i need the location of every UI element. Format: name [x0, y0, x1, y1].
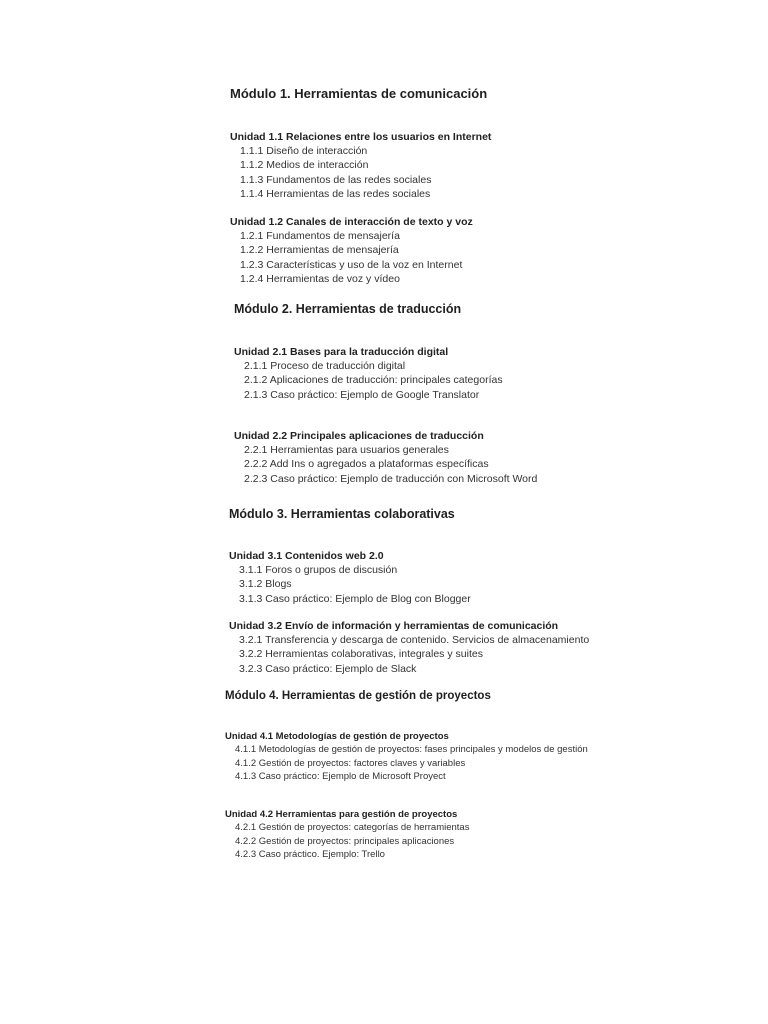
module-title: Módulo 4. Herramientas de gestión de proyectos [225, 690, 491, 702]
unit-1-2 [230, 215, 473, 286]
unit-title: Unidad 3.1 Contenidos web 2.0 [229, 550, 384, 562]
lesson-item: 2.2.3 Caso práctico: Ejemplo de traducción con Microsoft Word [244, 472, 538, 485]
lesson-item: 2.2.1 Herramientas para usuarios generales [244, 444, 449, 457]
unit-2-1 [234, 345, 503, 402]
lesson-item: 2.1.2 Aplicaciones de traducción: principales categorías [244, 374, 503, 387]
lesson-item: 3.1.3 Caso práctico: Ejemplo de Blog con Blogger [239, 592, 471, 605]
lesson-item: 2.1.3 Caso práctico: Ejemplo de Google Translator [244, 388, 480, 401]
lesson-item: 1.1.2 Medios de interacción [240, 159, 369, 172]
lesson-item: 3.1.2 Blogs [239, 578, 292, 591]
lesson-item: 3.1.1 Foros o grupos de discusión [239, 564, 398, 577]
lesson-item: 2.1.1 Proceso de traducción digital [244, 360, 406, 373]
lesson-item: 4.2.1 Gestión de proyectos: categorías de herramientas [235, 822, 470, 834]
module-2 [234, 302, 461, 316]
unit-title: Unidad 4.1 Metodologías de gestión de proyectos [225, 731, 449, 742]
lesson-item: 4.1.2 Gestión de proyectos: factores claves y variables [235, 757, 466, 769]
unit-title: Unidad 1.2 Canales de interacción de texto y voz [230, 216, 473, 228]
module-title: Módulo 2. Herramientas de traducción [234, 302, 462, 316]
module-4 [225, 690, 491, 702]
module-title: Módulo 3. Herramientas colaborativas [229, 507, 455, 521]
unit-4-1 [225, 730, 588, 783]
module-title: Módulo 1. Herramientas de comunicación [230, 86, 488, 101]
unit-3-1 [229, 549, 471, 606]
unit-title: Unidad 2.2 Principales aplicaciones de traducción [234, 430, 484, 442]
lesson-item: 1.2.1 Fundamentos de mensajería [240, 230, 400, 243]
lesson-item: 3.2.1 Transferencia y descarga de contenido. Servicios de almacenamiento [239, 634, 590, 647]
unit-4-2 [225, 808, 469, 861]
unit-title: Unidad 2.1 Bases para la traducción digital [234, 346, 449, 358]
lesson-item: 1.2.3 Características y uso de la voz en Internet [240, 258, 463, 271]
module-3 [229, 507, 455, 521]
unit-title: Unidad 3.2 Envío de información y herramientas de comunicación [229, 620, 559, 632]
lesson-item: 4.2.2 Gestión de proyectos: principales aplicaciones [235, 835, 455, 847]
lesson-item: 1.2.2 Herramientas de mensajería [240, 244, 399, 257]
unit-1-1 [230, 130, 491, 201]
lesson-item: 4.1.3 Caso práctico: Ejemplo de Microsoft Proyect [235, 770, 446, 782]
lesson-item: 3.2.2 Herramientas colaborativas, integrales y suites [239, 648, 483, 661]
unit-title: Unidad 4.2 Herramientas para gestión de proyectos [225, 809, 458, 820]
lesson-item: 1.1.3 Fundamentos de las redes sociales [240, 173, 432, 186]
lesson-item: 2.2.2 Add Ins o agregados a plataformas específicas [244, 458, 489, 471]
unit-2-2 [234, 429, 537, 486]
lesson-item: 1.1.1 Diseño de interacción [240, 145, 368, 158]
lesson-item: 1.2.4 Herramientas de voz y vídeo [240, 272, 400, 285]
lesson-item: 4.2.3 Caso práctico. Ejemplo: Trello [235, 848, 385, 860]
lesson-item: 1.1.4 Herramientas de las redes sociales [240, 187, 431, 200]
lesson-item: 3.2.3 Caso práctico: Ejemplo de Slack [239, 662, 417, 675]
unit-3-2 [229, 619, 589, 676]
module-1 [230, 86, 487, 101]
lesson-item: 4.1.1 Metodologías de gestión de proyectos: fases principales y modelos de gestión [235, 744, 588, 756]
unit-title: Unidad 1.1 Relaciones entre los usuarios en Internet [230, 131, 492, 143]
